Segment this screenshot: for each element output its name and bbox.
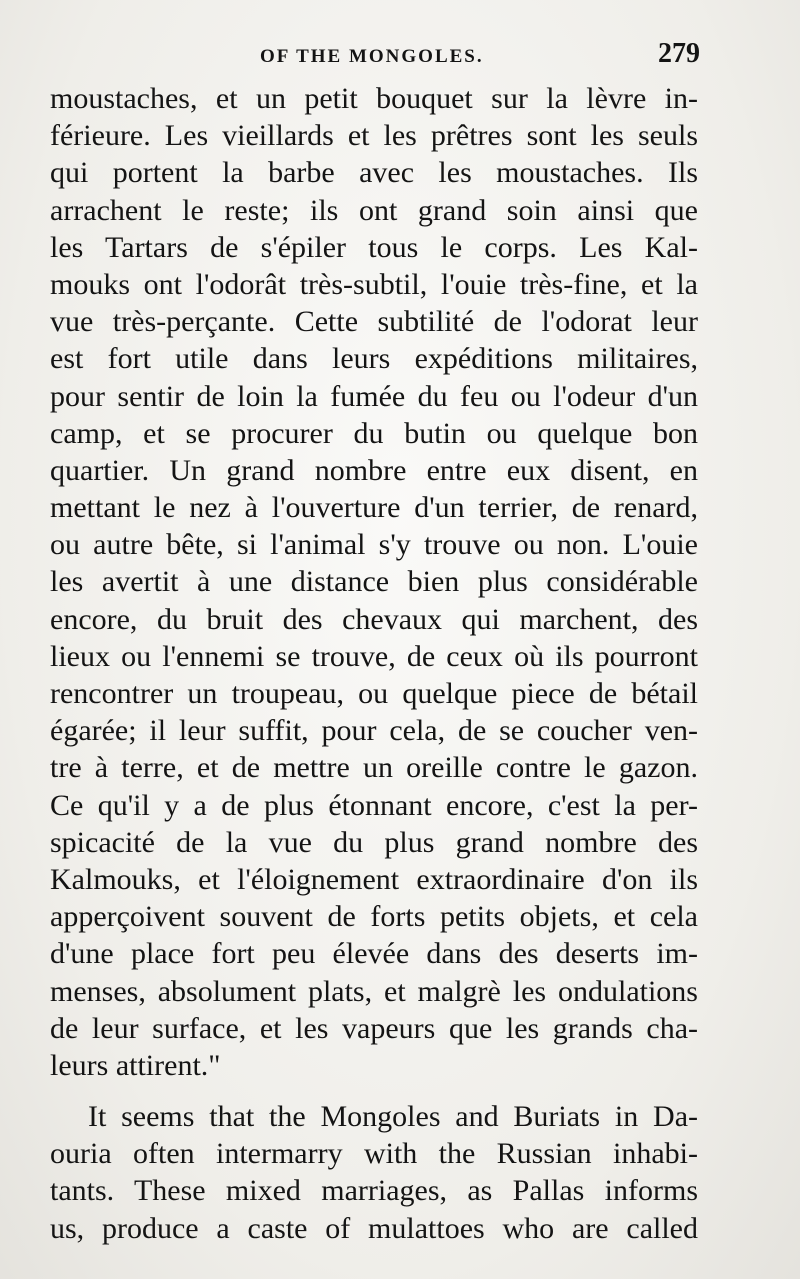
text-line: rencontrer un troupeau, ou quelque piece de bétail bbox=[50, 677, 698, 710]
text-line: Ce qu'il y a de plus étonnant encore, c'est la per- bbox=[50, 788, 698, 822]
text-line: tants. These mixed marriages, as Pallas informs bbox=[50, 1174, 698, 1208]
text-line: les Tartars de s'épiler tous le corps. Les Kal- bbox=[50, 230, 698, 264]
paragraph-quote bbox=[50, 80, 698, 1084]
text-line: camp, et se procurer du butin ou quelque bon bbox=[50, 416, 698, 450]
text-line: us, produce a caste of mulattoes who are called bbox=[50, 1211, 698, 1245]
text-line: vue très-perçante. Cette subtilité de l'odorat leur bbox=[50, 305, 698, 339]
text-line: leurs attirent." bbox=[50, 1048, 221, 1082]
text-line: encore, du bruit des chevaux qui marchent, des bbox=[50, 602, 698, 636]
text-line: spicacité de la vue du plus grand nombre des bbox=[50, 825, 698, 859]
text-line: It seems that the Mongoles and Buriats in Da- bbox=[88, 1100, 698, 1134]
text-line: arrachent le reste; ils ont grand soin ainsi que bbox=[50, 193, 698, 227]
text-line: mettant le nez à l'ouverture d'un terrier, de renard, bbox=[50, 491, 698, 525]
text-line: pour sentir de loin la fumée du feu ou l'odeur d'un bbox=[50, 379, 698, 413]
text-line: tre à terre, et de mettre un oreille contre le gazon. bbox=[50, 751, 698, 785]
text-line: mouks ont l'odorât très-subtil, l'ouie très-fine, et la bbox=[50, 267, 698, 301]
text-line: d'une place fort peu élevée dans des deserts im- bbox=[50, 937, 698, 971]
text-line: qui portent la barbe avec les moustaches. Ils bbox=[50, 156, 698, 190]
text-line: férieure. Les vieillards et les prêtres sont les seuls bbox=[50, 119, 698, 153]
text-line: égarée; il leur suffit, pour cela, de se coucher ven- bbox=[50, 714, 698, 748]
text-line: est fort utile dans leurs expéditions militaires, bbox=[50, 342, 698, 376]
text-line: de leur surface, et les vapeurs que les grands cha- bbox=[50, 1011, 698, 1045]
page-header bbox=[50, 34, 700, 78]
text-line: les avertit à une distance bien plus considérable bbox=[50, 565, 698, 599]
text-line: moustaches, et un petit bouquet sur la lèvre in- bbox=[50, 82, 698, 115]
page-number: 279 bbox=[658, 38, 700, 69]
text-line: lieux ou l'ennemi se trouve, de ceux où ils pourront bbox=[50, 639, 698, 673]
text-line: menses, absolument plats, et malgrè les ondulations bbox=[50, 974, 698, 1008]
text-line: apperçoivent souvent de forts petits objets, et cela bbox=[50, 900, 698, 934]
running-head: OF THE MONGOLES. bbox=[260, 46, 484, 67]
paragraph-english bbox=[50, 1098, 698, 1247]
text-line: quartier. Un grand nombre entre eux disent, en bbox=[50, 453, 698, 487]
text-line: Kalmouks, et l'éloignement extraordinaire d'on ils bbox=[50, 862, 698, 896]
text-line: ou autre bête, si l'animal s'y trouve ou non. L'ouie bbox=[50, 528, 698, 562]
text-line: ouria often intermarry with the Russian inhabi- bbox=[50, 1137, 698, 1171]
body-text bbox=[50, 80, 698, 1247]
paragraph-gap bbox=[50, 1084, 698, 1098]
